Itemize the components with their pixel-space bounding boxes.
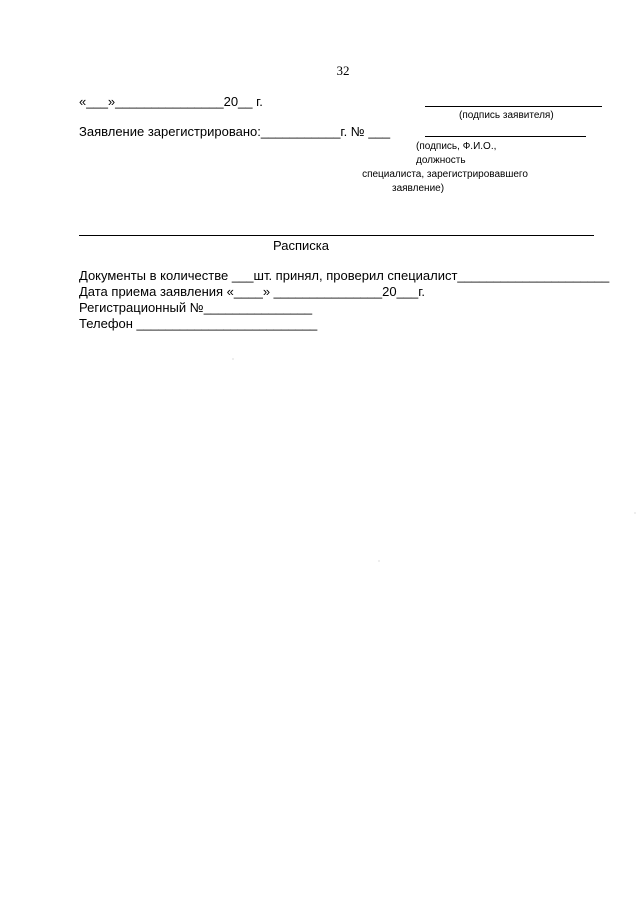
registered-line: Заявление зарегистрировано:___________г. № ___ xyxy=(79,124,391,139)
application-date-line: «___»_______________20__ г. xyxy=(79,94,263,109)
specialist-caption-line-2: специалиста, зарегистрировавшего xyxy=(362,169,528,180)
specialist-signature-line xyxy=(425,136,586,137)
specialist-caption-line-3: заявление) xyxy=(392,183,445,194)
receipt-title: Расписка xyxy=(273,238,329,253)
page-number: 32 xyxy=(336,63,350,78)
specialist-signature-caption xyxy=(350,140,540,196)
receipt-registration-line: Регистрационный №_______________ xyxy=(79,300,313,315)
scan-speck xyxy=(232,358,234,360)
applicant-signature-caption: (подпись заявителя) xyxy=(459,110,554,121)
receipt-documents-line: Документы в количестве ___шт. принял, проверил специалист_____________________ xyxy=(79,268,610,283)
section-divider xyxy=(79,235,594,236)
specialist-caption-line-1: (подпись, Ф.И.О., должность xyxy=(416,141,497,166)
scan-speck xyxy=(634,512,636,514)
scan-speck xyxy=(378,560,380,562)
receipt-date-line: Дата приема заявления «____» _______________20___г. xyxy=(79,284,426,299)
applicant-signature-line xyxy=(425,106,602,107)
receipt-phone-line: Телефон _________________________ xyxy=(79,316,318,331)
